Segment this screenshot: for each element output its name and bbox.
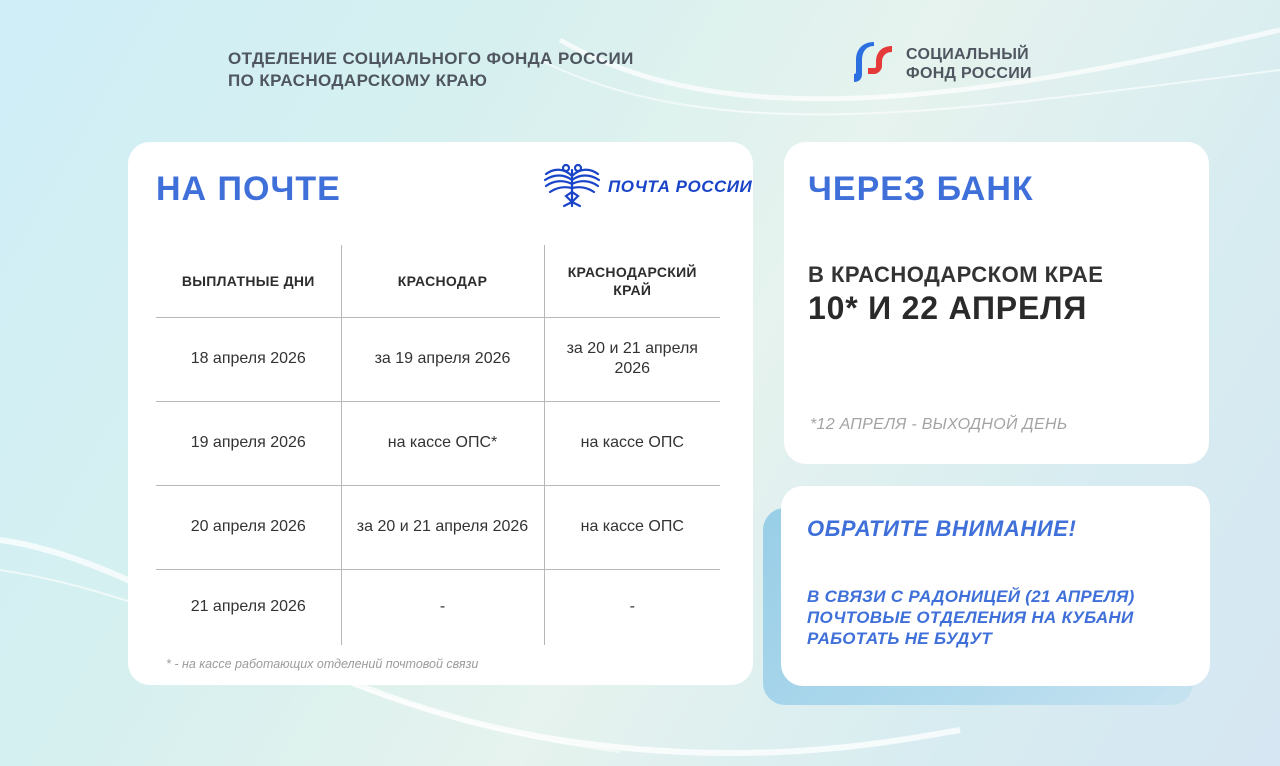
bank-card xyxy=(784,142,1209,464)
table-cell: - xyxy=(341,569,544,645)
notice-title: ОБРАТИТЕ ВНИМАНИЕ! xyxy=(807,516,1077,541)
org-line-1: ОТДЕЛЕНИЕ СОЦИАЛЬНОГО ФОНДА РОССИИ xyxy=(228,49,634,68)
brand-line-1: СОЦИАЛЬНЫЙ xyxy=(906,46,1029,63)
table-cell: 18 апреля 2026 xyxy=(156,317,341,401)
notice-card xyxy=(781,486,1210,686)
table-cell: 20 апреля 2026 xyxy=(156,485,341,569)
table-row xyxy=(156,569,720,645)
column-header: ВЫПЛАТНЫЕ ДНИ xyxy=(156,245,341,317)
post-footnote: * - на кассе работающих отделений почтовой связи xyxy=(166,657,479,671)
double-headed-eagle-icon xyxy=(542,162,602,212)
organization-name xyxy=(228,48,634,92)
org-line-2: ПО КРАСНОДАРСКОМУ КРАЮ xyxy=(228,71,488,90)
post-logo-text: ПОЧТА РОССИИ xyxy=(608,177,753,196)
brand-block xyxy=(848,40,1032,88)
table-cell: за 20 и 21 апреля 2026 xyxy=(341,485,544,569)
bank-dates: 10* И 22 АПРЕЛЯ xyxy=(808,290,1088,326)
table-header-row xyxy=(156,245,720,317)
bank-region: В КРАСНОДАРСКОМ КРАЕ xyxy=(808,262,1104,287)
brand-line-2: ФОНД РОССИИ xyxy=(906,65,1032,82)
bank-card-title: ЧЕРЕЗ БАНК xyxy=(808,170,1034,208)
table-row xyxy=(156,485,720,569)
column-header: КРАСНОДАРСКИЙ КРАЙ xyxy=(544,245,720,317)
column-header: КРАСНОДАР xyxy=(341,245,544,317)
table-cell: за 20 и 21 апреля 2026 xyxy=(544,317,720,401)
sfr-logo-icon xyxy=(848,40,896,88)
table-cell: 19 апреля 2026 xyxy=(156,401,341,485)
table-cell: за 19 апреля 2026 xyxy=(341,317,544,401)
notice-body: В СВЯЗИ С РАДОНИЦЕЙ (21 АПРЕЛЯ) ПОЧТОВЫЕ ОТДЕЛЕНИЯ НА КУБАНИ РАБОТАТЬ НЕ БУДУТ xyxy=(807,587,1135,648)
table-cell: - xyxy=(544,569,720,645)
post-card xyxy=(128,142,753,685)
payment-schedule-table xyxy=(156,245,720,645)
table-row xyxy=(156,317,720,401)
table-cell: 21 апреля 2026 xyxy=(190,598,306,616)
post-logo xyxy=(542,162,752,212)
table-cell: на кассе ОПС* xyxy=(341,401,544,485)
post-card-title: НА ПОЧТЕ xyxy=(156,170,341,208)
bank-footnote: *12 АПРЕЛЯ - ВЫХОДНОЙ ДЕНЬ xyxy=(810,416,1068,433)
table-cell: на кассе ОПС xyxy=(544,401,720,485)
table-row xyxy=(156,401,720,485)
table-cell: на кассе ОПС xyxy=(544,485,720,569)
brand-name xyxy=(906,45,1032,83)
